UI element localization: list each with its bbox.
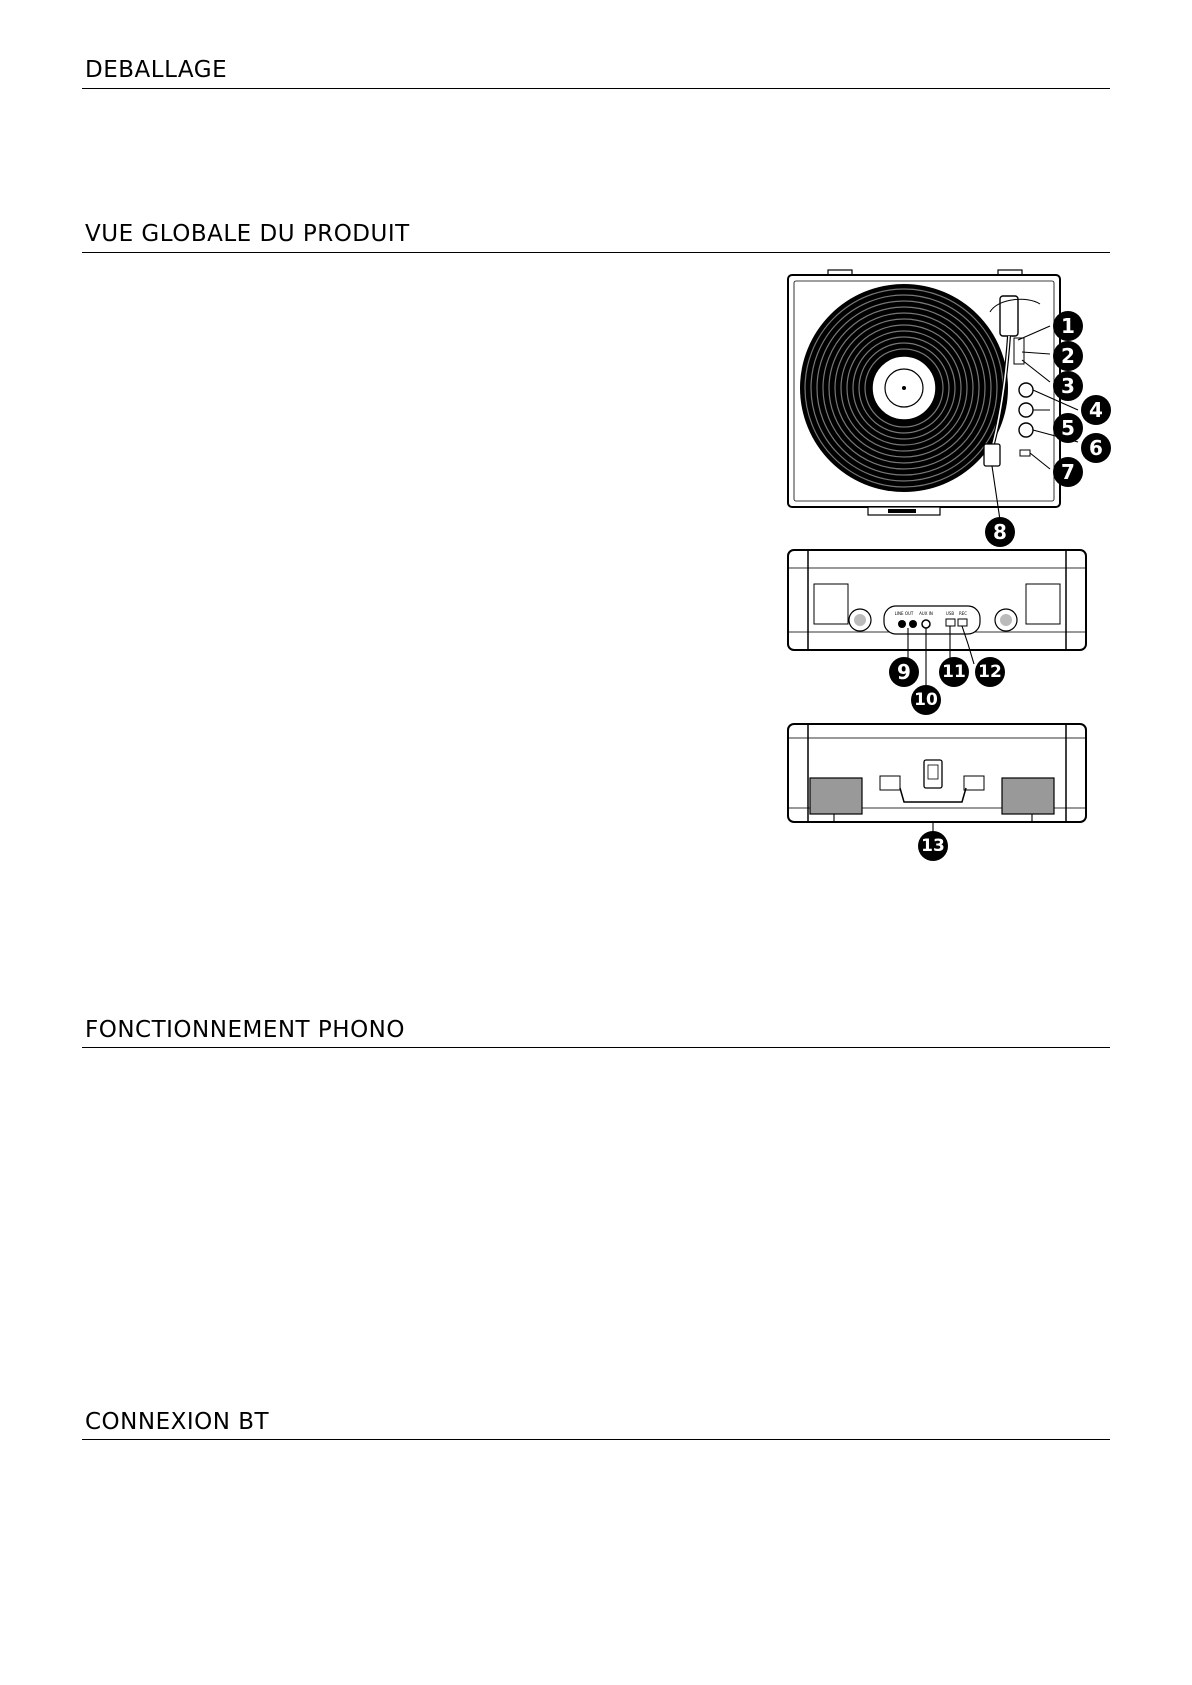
turntable-diagram (778, 268, 1128, 868)
callout-7 (1053, 457, 1083, 487)
svg-text:12: 12 (978, 662, 1002, 682)
svg-text:10: 10 (914, 690, 938, 710)
callout-6 (1081, 433, 1111, 463)
label-rec: REC (958, 611, 968, 616)
svg-text:13: 13 (921, 836, 945, 856)
top-view (788, 270, 1078, 520)
section-phono (82, 1016, 1110, 1044)
label-line-out: LINE OUT (894, 611, 914, 616)
rule-phono (82, 1047, 1110, 1048)
section-deballage (82, 56, 1110, 84)
label-usb: USB (945, 611, 955, 616)
svg-text:7: 7 (1061, 460, 1075, 484)
callout-5 (1053, 413, 1083, 443)
back-view (788, 550, 1086, 688)
svg-text:6: 6 (1089, 436, 1103, 460)
callout-3 (1053, 371, 1083, 401)
svg-text:8: 8 (993, 520, 1007, 544)
rule-bt (82, 1439, 1110, 1440)
svg-text:1: 1 (1061, 314, 1075, 338)
svg-text:3: 3 (1061, 374, 1075, 398)
callout-12 (975, 657, 1005, 687)
front-view (788, 724, 1086, 832)
section-title-vue-globale: VUE GLOBALE DU PRODUIT (85, 221, 410, 247)
section-title-deballage: DEBALLAGE (85, 57, 228, 83)
svg-text:9: 9 (897, 660, 911, 684)
callout-11 (939, 657, 969, 687)
rule-deballage (82, 88, 1110, 89)
callout-2 (1053, 341, 1083, 371)
callout-13 (918, 831, 948, 861)
label-aux-in: AUX IN (919, 611, 933, 616)
section-vue-globale (82, 220, 1110, 248)
svg-text:5: 5 (1061, 416, 1075, 440)
callout-1 (1053, 311, 1083, 341)
section-title-phono: FONCTIONNEMENT PHONO (85, 1017, 405, 1043)
callout-4 (1081, 395, 1111, 425)
svg-text:4: 4 (1089, 398, 1103, 422)
product-overview-figure (778, 268, 1128, 868)
svg-text:2: 2 (1061, 344, 1075, 368)
svg-text:11: 11 (942, 662, 966, 682)
rule-vue-globale (82, 252, 1110, 253)
callout-8 (985, 517, 1015, 547)
callout-10 (911, 685, 941, 715)
callout-9 (889, 657, 919, 687)
section-title-bt: CONNEXION BT (85, 1409, 270, 1435)
section-bt (82, 1408, 1110, 1436)
